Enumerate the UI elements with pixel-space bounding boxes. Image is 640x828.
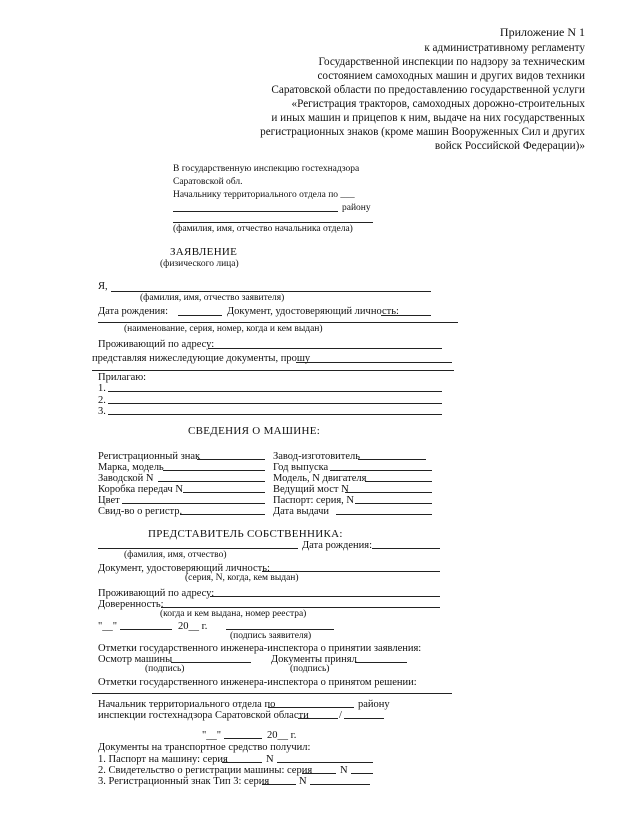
machine-field-label: Год выпуска	[273, 462, 329, 473]
docs-accepted-signature-field-line[interactable]	[355, 662, 407, 663]
appendix-line: «Регистрация тракторов, самоходных дорожно-строительных	[291, 98, 585, 110]
request-field-line[interactable]	[296, 362, 452, 363]
addressee-caption: (фамилия, имя, отчество начальника отдела)	[173, 224, 353, 234]
applicant-name-field-line[interactable]	[111, 291, 431, 292]
attach-item-line[interactable]	[108, 403, 442, 404]
rep-id-caption: (серия, N, когда, кем выдан)	[185, 573, 299, 583]
receipt-item: 2. Свидетельство о регистрации машины: серия	[98, 765, 313, 776]
cert-series-field-line[interactable]	[302, 773, 336, 774]
appendix-line: и иных машин и прицепов к ним, выдаче на них государственных	[271, 112, 585, 124]
addressee-line: Саратовской обл.	[173, 177, 243, 187]
receipt-title: Документы на транспортное средство получил:	[98, 742, 311, 753]
birth-date-label: Дата рождения:	[98, 306, 169, 317]
reg-cert-field-line[interactable]	[180, 514, 265, 515]
manufacturer-field-line[interactable]	[358, 459, 426, 460]
drive-axle-field-line[interactable]	[345, 492, 432, 493]
attach-item-number: 1.	[98, 383, 106, 394]
receipt-item: 1. Паспорт на машину: серия	[98, 754, 228, 765]
receipt-date-day: "__"	[202, 730, 222, 741]
appendix-line: состоянием самоходных машин и других видов техники	[317, 70, 585, 82]
inspection-signature-field-line[interactable]	[171, 662, 251, 663]
residence-field-line[interactable]	[208, 348, 442, 349]
plate-number-field-line[interactable]	[310, 784, 370, 785]
inspector-receipt-label: Отметки государственного инженера-инспектора о принятии заявления:	[98, 643, 422, 654]
receipt-n: N	[299, 776, 307, 787]
id-doc-field-line[interactable]	[381, 315, 431, 316]
rep-id-doc-label: Документ, удостоверяющий личность:	[98, 563, 270, 574]
appendix-line: к административному регламенту	[424, 42, 585, 54]
engine-field-line[interactable]	[365, 481, 432, 482]
appendix-line: Государственной инспекции по надзору за техническим	[318, 56, 585, 68]
machine-field-label: Модель, N двигателя	[273, 473, 367, 484]
appendix-line: войск Российской Федерации)»	[434, 140, 585, 152]
decision-field-line[interactable]	[92, 693, 452, 694]
reg-plate-field-line[interactable]	[197, 459, 265, 460]
id-caption: (наименование, серия, номер, когда и кем выдан)	[124, 324, 323, 334]
attach-item-line[interactable]	[108, 391, 442, 392]
rep-birth-date-label: Дата рождения:	[302, 540, 373, 551]
id-doc-detail-line[interactable]	[98, 322, 458, 323]
inspector-decision-label: Отметки государственного инженера-инспектора о принятом решении:	[98, 677, 417, 688]
statement-subtitle: (физического лица)	[160, 259, 239, 269]
request-field-line-2[interactable]	[92, 370, 454, 371]
appendix-line: Саратовской области по предоставлению государственной услуги	[271, 84, 585, 96]
year-field-line[interactable]	[330, 470, 432, 471]
cert-number-field-line[interactable]	[351, 773, 373, 774]
chief-name-field-line[interactable]	[344, 718, 384, 719]
machine-field-label: Ведущий мост N	[273, 484, 349, 495]
inspection-label: Осмотр машины	[98, 654, 173, 665]
color-field-line[interactable]	[122, 503, 265, 504]
rep-id-doc-field-line[interactable]	[262, 571, 440, 572]
passport-series-field-line[interactable]	[222, 762, 262, 763]
district-field-line[interactable]	[173, 211, 338, 212]
statement-title: ЗАЯВЛЕНИЕ	[170, 246, 238, 258]
sign-date-year: 20__ г.	[178, 621, 208, 632]
machine-field-label: Дата выдачи	[273, 506, 330, 517]
machine-title: СВЕДЕНИЯ О МАШИНЕ:	[188, 425, 321, 437]
sign-caption: (подпись заявителя)	[230, 631, 312, 641]
sign-date-month-field-line[interactable]	[120, 629, 172, 630]
appendix-line: регистрационных знаков (кроме машин Вооруженных Сил и других	[260, 126, 585, 138]
id-doc-label: Документ, удостоверяющий личность:	[227, 306, 399, 317]
machine-field-label: Цвет	[98, 495, 120, 506]
rep-name-field-line[interactable]	[98, 548, 298, 549]
chief-office: инспекции гостехнадзора Саратовской области	[98, 710, 309, 721]
rep-residence-field-line[interactable]	[210, 596, 440, 597]
machine-field-label: Заводской N	[98, 473, 154, 484]
chief-slash: /	[339, 710, 342, 721]
rep-residence-label: Проживающий по адресу:	[98, 588, 215, 599]
attach-item-number: 3.	[98, 406, 106, 417]
chief-name-field-line[interactable]	[173, 222, 373, 223]
passport-number-field-line[interactable]	[277, 762, 373, 763]
receipt-date-year: 20__ г.	[267, 730, 297, 741]
chief-district: району	[358, 699, 390, 710]
addressee-district: району	[342, 203, 371, 213]
addressee-line: Начальнику территориального отдела по ___	[173, 190, 355, 200]
appendix-title: Приложение N 1	[499, 25, 585, 39]
rep-power-field-line[interactable]	[161, 607, 440, 608]
rep-name-caption: (фамилия, имя, отчество)	[124, 550, 227, 560]
machine-field-label: Свид-во о регистр.	[98, 506, 183, 517]
machine-field-label: Регистрационный знак	[98, 451, 201, 462]
sign-caption: (подпись)	[290, 664, 330, 674]
sign-date-day: "__"	[98, 621, 118, 632]
chief-label: Начальник территориального отдела по	[98, 699, 276, 710]
passport-field-line[interactable]	[355, 503, 432, 504]
machine-field-label: Паспорт: серия, N	[273, 495, 354, 506]
attach-item-number: 2.	[98, 395, 106, 406]
rep-power-label: Доверенность:	[98, 599, 164, 610]
machine-field-label: Коробка передач N	[98, 484, 183, 495]
addressee-line: В государственную инспекцию гостехнадзора	[173, 164, 360, 174]
rep-power-caption: (когда и кем выдана, номер реестра)	[160, 609, 307, 619]
attach-item-line[interactable]	[108, 414, 442, 415]
receipt-item: 3. Регистрационный знак Тип 3: серия	[98, 776, 270, 787]
chief-district-field-line[interactable]	[268, 707, 354, 708]
rep-birth-date-field-line[interactable]	[372, 548, 440, 549]
chief-signature-field-line[interactable]	[298, 718, 338, 719]
receipt-n: N	[340, 765, 348, 776]
plate-series-field-line[interactable]	[262, 784, 296, 785]
make-model-field-line[interactable]	[163, 470, 265, 471]
applicant-signature-field-line[interactable]	[226, 629, 334, 630]
machine-field-label: Завод-изготовитель	[273, 451, 361, 462]
machine-field-label: Марка, модель	[98, 462, 164, 473]
receipt-date-month-field-line[interactable]	[224, 738, 262, 739]
attach-label: Прилагаю:	[98, 372, 147, 383]
docs-accepted-label: Документы принял	[271, 654, 357, 665]
representative-title: ПРЕДСТАВИТЕЛЬ СОБСТВЕННИКА:	[148, 528, 343, 540]
gearbox-field-line[interactable]	[183, 492, 265, 493]
applicant-caption: (фамилия, имя, отчество заявителя)	[140, 293, 285, 303]
receipt-n: N	[266, 754, 274, 765]
submitting-label: представляя нижеследующие документы, прошу	[92, 353, 311, 364]
birth-date-field-line[interactable]	[178, 315, 222, 316]
sign-caption: (подпись)	[145, 664, 185, 674]
serial-number-field-line[interactable]	[158, 481, 265, 482]
applicant-prefix: Я,	[98, 281, 108, 292]
residence-label: Проживающий по адресу:	[98, 339, 215, 350]
issue-date-field-line[interactable]	[336, 514, 432, 515]
